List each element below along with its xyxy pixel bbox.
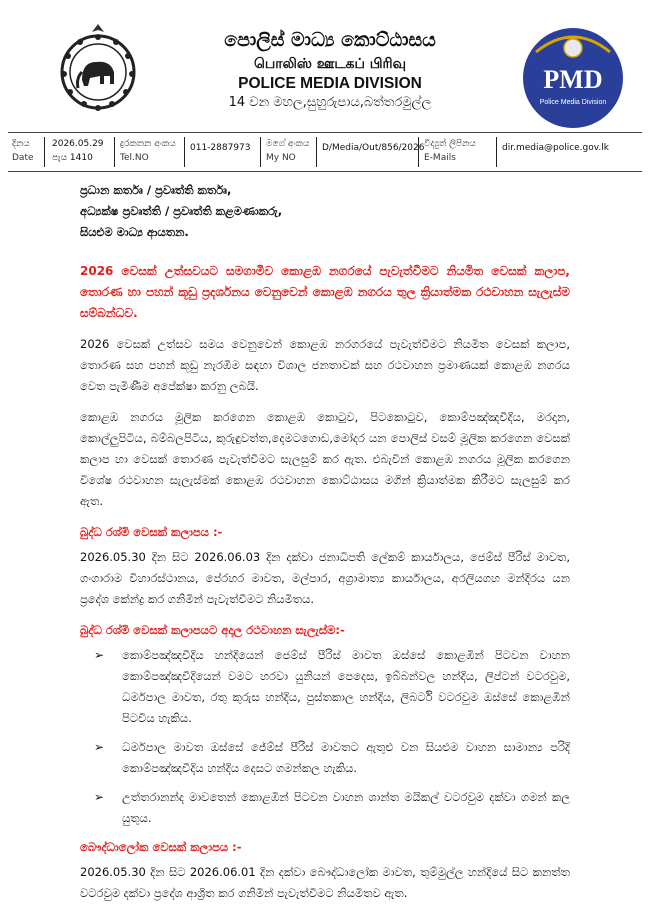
traffic-plan-list — [80, 645, 570, 829]
list-item — [94, 787, 570, 829]
email-label-en: E-Mails — [424, 153, 456, 163]
email-label-si: විද්‍යුත් ලිපිනය — [424, 139, 476, 149]
title-block — [160, 28, 500, 112]
email-value: dir.media@police.gov.lk — [502, 143, 609, 153]
date-label-en: Date — [12, 153, 34, 163]
tel-value: 011-2887973 — [190, 143, 251, 153]
date-labels — [12, 137, 34, 165]
pmd-logo — [518, 24, 628, 132]
date-value: 2026.05.29 — [52, 139, 104, 149]
title-tamil: பொலிஸ் ஊடகப் பிரிவு — [253, 56, 407, 72]
tel-label-en: Tel.NO — [120, 153, 149, 163]
arrow-bullet-icon: ➢ — [94, 648, 105, 662]
email-labels — [424, 137, 476, 165]
divider — [44, 137, 51, 167]
paragraph: 2026.05.30 දින සිට 2026.06.03 දින දක්වා ජනාධිපති ලේකම් කාර්යාලය, ජෙම්ස් පීරිස් මාවත, ගංගාරාම විහාරස්ථානය, පේරහර මාවත, මල්පාර, අග්‍රාමාත්‍ය කාර්යාලය, අරලියගහ මන්දිරය යන ප්‍රදේශ කේන්ද්‍ර කර ගනිමින් පැවැත්වීමට නියමිතය. — [80, 550, 570, 606]
subject-heading: 2026 වෙසක් උත්සවයට සමගාමීව කොළඹ නගරයේ පැවැත්වීමට නියමිත වෙසක් කලාප, තොරණ හා පහන් කූඩු ප්‍රදර්ශනය වෙනුවෙන් කොළඹ නගරය තුල ක්‍රියාත්මක රථවාහන සැලැස්ම සම්බන්ධව. — [80, 264, 570, 320]
myno-labels — [266, 137, 310, 165]
date-label-si: දිනය — [12, 139, 30, 149]
paragraph: 2026 වෙසක් උත්සව සමය වෙනුවෙන් කොළඹ නරගරයේ පැවැත්වීමට නියමිත වෙසක් කලාප, තොරණ සහ පහන් කූඩු නැරඹීම සඳහා විශාල ජනතාවක් සහ රථවාහන ප්‍රමාණයක් කොළඹ නගරය වෙත පැමිණීම අපේක්ෂා කරනු ලබයි. — [80, 337, 570, 393]
arrow-bullet-icon: ➢ — [94, 790, 105, 804]
recipient-line: අධ්‍යක්ෂ ප්‍රවෘත්ති / ප්‍රවෘත්ති කළමණාකරු, — [80, 204, 283, 218]
list-item — [94, 737, 570, 779]
recipient-line: සියළුම මාධ්‍ය ආයතන. — [80, 225, 189, 239]
title-sinhala: පොලිස් මාධ්‍ය කොට්ඨාසය — [224, 29, 436, 51]
section-heading: බුද්ධ රශ්මි වෙසක් කලාපයට අදාල රථවාහන සැලැස්ම:- — [80, 623, 345, 637]
list-item — [94, 645, 570, 729]
myno-label-en: My NO — [266, 153, 296, 163]
reference-info-bar — [8, 132, 642, 172]
recipient-line: ප්‍රධාන කර්තෘ / ප්‍රවෘත්ති කර්තෘ, — [80, 183, 232, 197]
address: 14 වන මහල,සුහුරුපාය,බත්තරමුල්ල — [228, 95, 432, 110]
myno-label-si: මගේ අංකය — [266, 139, 310, 149]
list-item-text: කොම්පඤ්ඤවීදිය හන්දියෙන් ජෙම්ස් පීරිස් මාවත ඔස්සේ කොළඹින් පිටවන වාහන කොම්පඤ්ඤවීදියෙන් වමට හරවා යුනියන් පෙදෙස, ඉබ්බන්වල හන්දිය, ලිප්ටන් වටරවුම, ධර්මපාල මාවත, රතු කුරුස හන්දිය, පුස්තකාල හන්දිය, ලිබර්ටි වටරවුම ඔස්සේ කොළඹින් පිටවිය හැකිය. — [122, 648, 570, 725]
list-item-text: උත්තරානන්ද මාවතෙන් කොළඹින් පිටවන වාහන ශාන්ත මයිකල් වටරවුම දක්වා ගමන් කල යුතුය. — [122, 790, 570, 825]
letterhead — [0, 0, 650, 128]
section-heading: බුද්ධ රශ්මි වෙසක් කලාපය :- — [80, 525, 223, 539]
police-crest-logo — [58, 22, 138, 114]
pmd-logo-subtext: Police Media Division — [539, 99, 607, 106]
paragraph: කොළඹ නගරය මූලික කරගෙන කොළඹ කොටුව, පිටකොටුව, කොම්පඤ්ඤවීදිය, මරදාන, කොල්ලුපිටිය, බම්බලපිටිය, කුරුඳුවත්ත,දෙමටගොඩ,මෝදර යන පොලිස් වසම් මූලික කරගෙන වෙසක් කලාප හා වෙසක් තොරණ පැවැත්වීමට සැලසුම් කර ඇත. එබැවින් කොළඹ නගරය මූලික කරගෙන විශේෂ රථවාහන සැලැස්මක් කොළඹ රථවාහන කොට්ඨාසය මගින් ක්‍රියාත්මක කිරීමට සැලසුම් කර ඇත. — [80, 410, 570, 508]
date-values — [52, 137, 104, 165]
tel-labels — [120, 137, 176, 165]
paragraph: 2026.05.30 දින සිට 2026.06.01 දින දක්වා බෞද්ධාලෝක මාවත, තුම්මුල්ල හන්දියේ සිට කනත්ත වටරවුම දක්වා ප්‍රදේශ ආශ්‍රිත කර ගනිමින් පැවැත්වීමට නියමිතව ඇත. — [80, 865, 570, 900]
arrow-bullet-icon: ➢ — [94, 740, 105, 754]
title-english: POLICE MEDIA DIVISION — [238, 75, 422, 92]
time-value: පැය 1410 — [52, 153, 93, 163]
pmd-logo-text: PMD — [543, 65, 603, 94]
letter-body — [80, 180, 570, 904]
tel-label-si: දුරකතන අංකය — [120, 139, 176, 149]
list-item-text: ධර්මපාල මාවත ඔස්සේ ජේම්ස් පීරිස් මාවතට ඇතුළු වන සියළුම වාහන සාමාන්‍ය පරිදි කොම්පඤ්ඤවීදිය හන්දිය දෙසට ගමන්කල හැකිය. — [122, 740, 570, 775]
myno-value: D/Media/Out/856/2026 — [322, 143, 425, 153]
section-heading: බෞද්ධාලෝක වෙසක් කලාපය :- — [80, 840, 242, 854]
